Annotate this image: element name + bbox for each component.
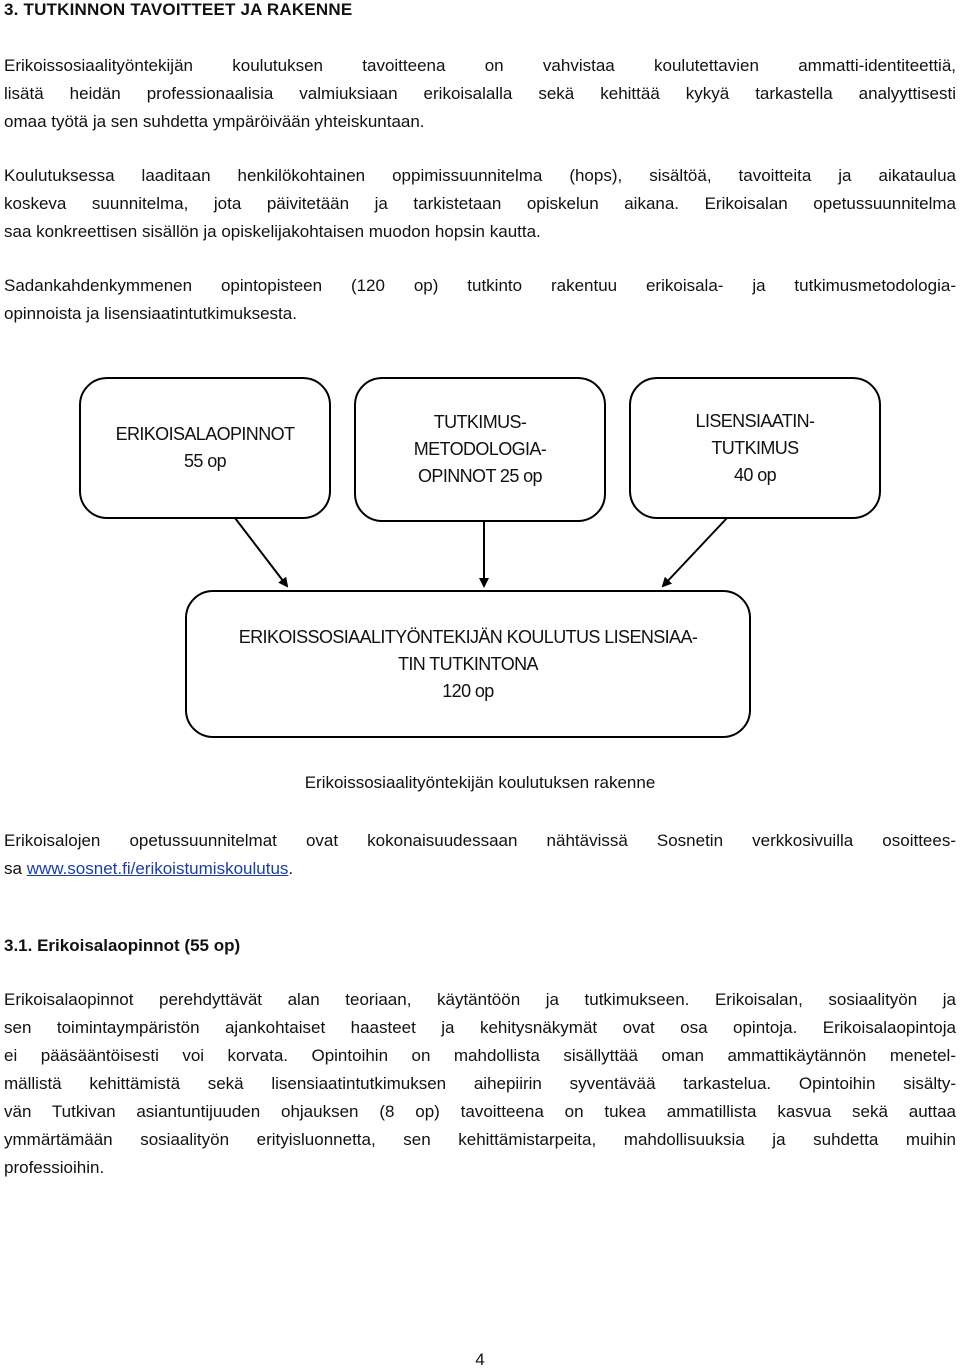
- box-koulutus-total: [185, 590, 751, 738]
- box-label: ERIKOISALAOPINNOT: [115, 424, 295, 444]
- paragraph-structure: [4, 272, 956, 328]
- paragraph-line: opinnoista ja lisensiaatintutkimuksesta.: [4, 304, 297, 323]
- paragraph-line: Erikoisalaopinnot perehdyttävät alan teoriaan, käytäntöön ja tutkimukseen. Erikoisalan, sosiaalityön ja: [4, 990, 956, 1009]
- diagram-caption: Erikoissosiaalityöntekijän koulutuksen rakenne: [304, 773, 656, 792]
- paragraph-line: mällistä kehittämistä sekä lisensiaatintutkimuksen aihepiirin syventävää tarkastelua. Opintoihin sisälty-: [4, 1074, 956, 1093]
- paragraph-line: professioihin.: [4, 1158, 105, 1177]
- paragraph-line: saa konkreettisen sisällön ja opiskelijakohtaisen muodon hopsin kautta.: [4, 222, 541, 241]
- box-label: 120 op: [442, 680, 494, 701]
- box-tutkimusmetodologia: [354, 377, 606, 522]
- paragraph-hops: [4, 162, 956, 246]
- paragraph-erikoisalaopinnot: [4, 986, 956, 1182]
- text-fragment: .: [288, 859, 294, 878]
- subsection-heading: 3.1. Erikoisalaopinnot (55 op): [4, 936, 241, 955]
- section-heading: 3. TUTKINNON TAVOITTEET JA RAKENNE: [4, 0, 353, 19]
- paragraph-line: vän Tutkivan asiantuntijuuden ohjauksen (8 op) tavoitteena on tukea ammatillista kasvua sekä auttaa: [4, 1102, 956, 1121]
- box-erikoisalaopinnot: [79, 377, 331, 519]
- box-label: 40 op: [733, 464, 777, 485]
- arrow-right: [663, 518, 727, 586]
- box-label: LISENSIAATIN-: [695, 410, 815, 431]
- paragraph-line: Erikoissosiaalityöntekijän koulutuksen tavoitteena on vahvistaa koulutettavien ammatti-identiteettiä,: [4, 56, 956, 75]
- paragraph-curricula: [4, 827, 956, 883]
- box-label: TUTKIMUS-: [433, 412, 527, 432]
- paragraph-line: sen toimintaympäristön ajankohtaiset haasteet ja kehitysnäkymät ovat osa opintoja. Erikoisalaopintoja: [4, 1018, 956, 1037]
- paragraph-line: Erikoisalojen opetussuunnitelmat ovat kokonaisuudessaan nähtävissä Sosnetin verkkosivuilla osoittees-: [4, 831, 956, 850]
- paragraph-line: ymmärtämään sosiaalityön erityisluonnetta, sen kehittämistarpeita, mahdollisuuksia ja suhdetta muihin: [4, 1130, 956, 1149]
- box-label: OPINNOT 25 op: [418, 466, 542, 486]
- paragraph-line: Sadankahdenkymmenen opintopisteen (120 op) tutkinto rakentuu erikoisala- ja tutkimusmetodologia-: [4, 276, 956, 295]
- paragraph-line: [4, 855, 956, 883]
- box-lisensiaatintutkimus: [629, 377, 881, 519]
- paragraph-line: Koulutuksessa laaditaan henkilökohtainen oppimissuunnitelma (hops), sisältöä, tavoitteita ja aikataulua: [4, 166, 956, 185]
- box-label: METODOLOGIA-: [413, 439, 547, 459]
- paragraph-line: koskeva suunnitelma, jota päivitetään ja tarkistetaan opiskelun aikana. Erikoisalan opetussuunnitelma: [4, 194, 956, 213]
- box-label: 55 op: [183, 451, 227, 471]
- paragraph-line: lisätä heidän professionaalisia valmiuksiaan erikoisalalla sekä kehittää kykyä tarkastella analyyttisesti: [4, 84, 956, 103]
- box-label: TIN TUTKINTONA: [398, 653, 538, 674]
- paragraph-line: omaa työtä ja sen suhdetta ympäröivään yhteiskuntaan.: [4, 112, 425, 131]
- paragraph-goals: [4, 52, 956, 136]
- paragraph-line: ei pääsääntöisesti voi korvata. Opintoihin on mahdollista sisällyttää oman ammattikäytännön menetel-: [4, 1046, 956, 1065]
- text-fragment: sa: [4, 859, 27, 878]
- box-label: TUTKIMUS: [711, 437, 799, 458]
- page-number: 4: [475, 1350, 485, 1369]
- sosnet-link[interactable]: www.sosnet.fi/erikoistumiskoulutus: [26, 859, 289, 878]
- box-label: ERIKOISSOSIAALITYÖNTEKIJÄN KOULUTUS LISENSIAA-: [238, 626, 698, 647]
- arrow-left: [235, 518, 287, 586]
